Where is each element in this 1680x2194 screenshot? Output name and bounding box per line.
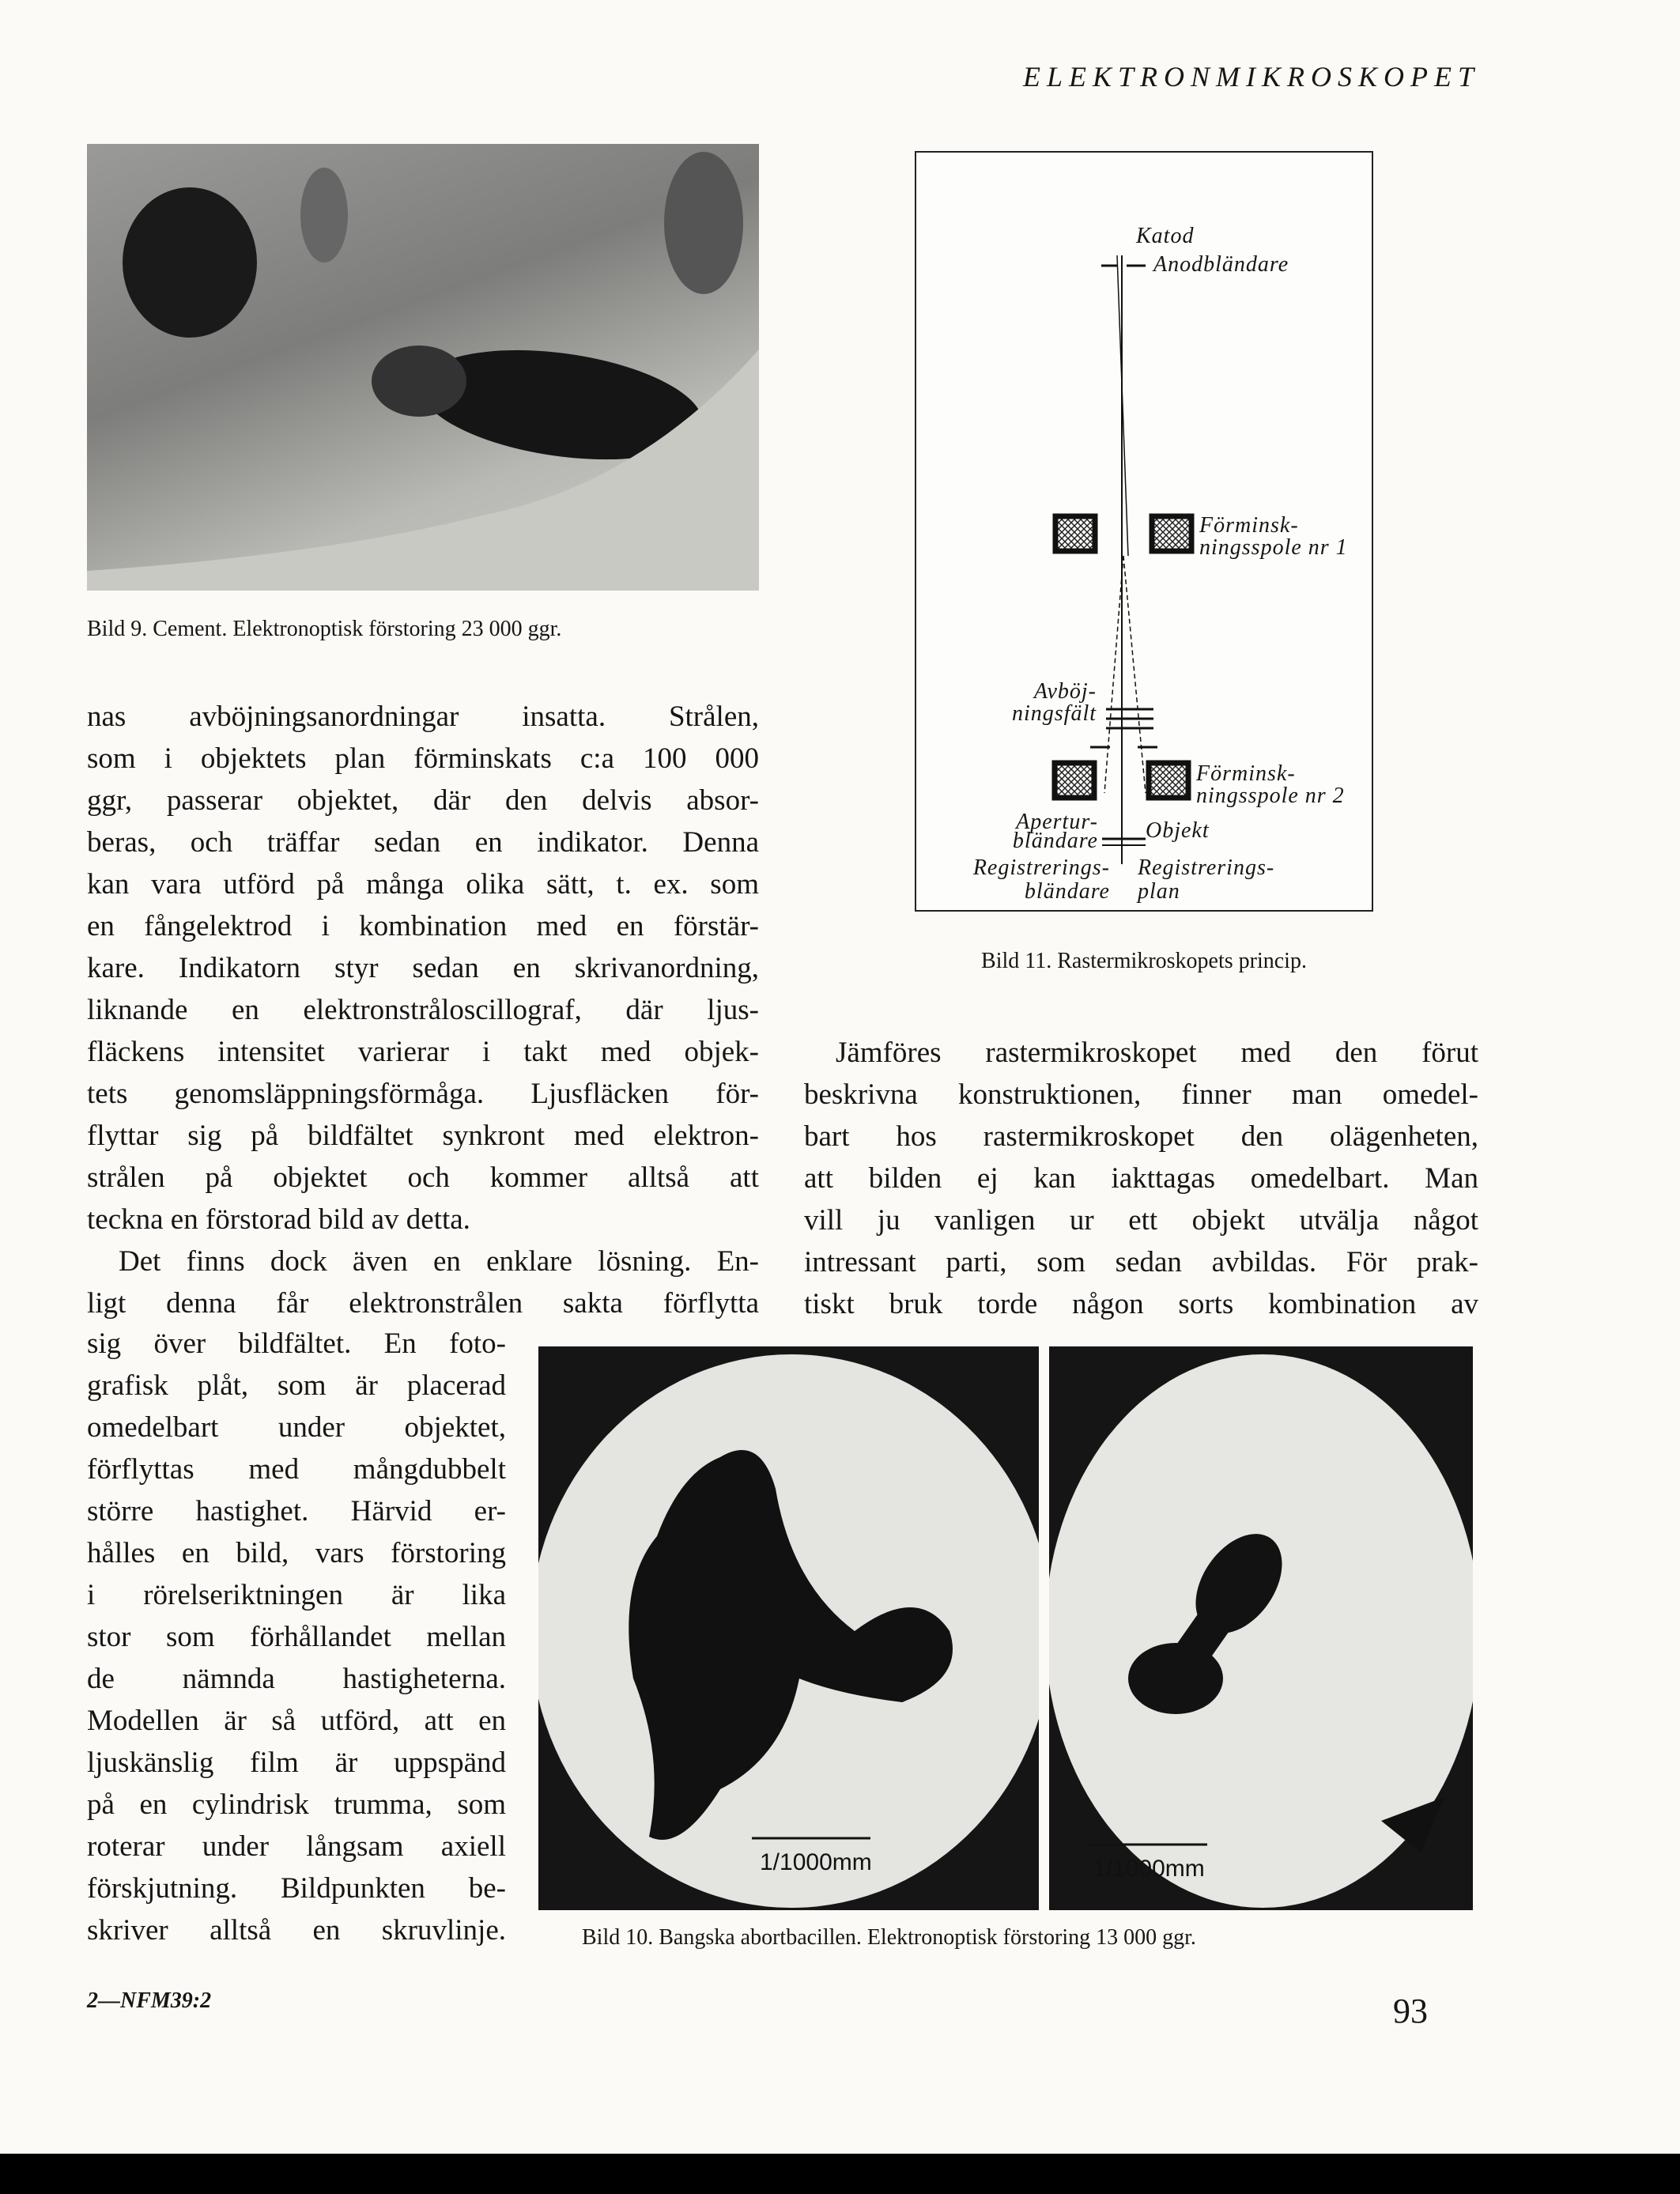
label-line: Förminsk- xyxy=(1199,513,1299,538)
text-line: bart hos rastermikroskopet den olägenheten, xyxy=(804,1120,1478,1153)
label-line: Avböj- xyxy=(1033,679,1097,704)
label-line: ningsspole nr 2 xyxy=(1196,784,1345,808)
text-line: förflyttas med mångdubbelt xyxy=(87,1453,506,1486)
label-line: bländare xyxy=(1012,829,1098,853)
text-line: skriver alltså en skruvlinje. xyxy=(87,1914,506,1947)
left-text-column xyxy=(87,696,759,1324)
text-line: kare. Indikatorn styr sedan en skrivanordning, xyxy=(87,952,759,984)
label-katod: Katod xyxy=(1136,224,1195,248)
label-line: ningsspole nr 1 xyxy=(1199,535,1348,560)
scan-border xyxy=(0,2154,1680,2194)
label-line: Registrerings- xyxy=(1138,855,1275,880)
label-aperturblandare xyxy=(987,810,1098,853)
text-line: beras, och träffar sedan en indikator. Denna xyxy=(87,826,759,859)
right-text-column xyxy=(804,1032,1478,1325)
scale-bar-label-left: 1/1000mm xyxy=(760,1849,872,1875)
text-line: omedelbart under objektet, xyxy=(87,1411,506,1444)
rastermicroscope-diagram xyxy=(915,151,1373,912)
footer-signature: 2—NFM39:2 xyxy=(87,1988,212,2013)
label-anodblandare: Anodbländare xyxy=(1153,252,1289,277)
text-line: tets genomsläppningsförmåga. Ljusfläcken för- xyxy=(87,1078,759,1110)
bild10-caption: Bild 10. Bangska abortbacillen. Elektronoptisk förstoring 13 000 ggr. xyxy=(582,1925,1196,1950)
label-line: plan xyxy=(1138,879,1180,904)
running-title: ELEKTRONMIKROSKOPET xyxy=(1022,61,1480,93)
text-line: tiskt bruk torde någon sorts kombination av xyxy=(804,1288,1478,1320)
label-spole2 xyxy=(1196,763,1345,807)
text-line: större hastighet. Härvid er- xyxy=(87,1495,506,1527)
text-line: ligt denna får elektronstrålen sakta förflytta xyxy=(87,1287,759,1320)
text-line: beskrivna konstruktionen, finner man omedel- xyxy=(804,1078,1478,1111)
text-line: hålles en bild, vars förstoring xyxy=(87,1537,506,1569)
text-line: förskjutning. Bildpunkten be- xyxy=(87,1872,506,1905)
text-line: fläckens intensitet varierar i takt med objek- xyxy=(87,1036,759,1068)
label-avbojningsfalt xyxy=(978,681,1097,725)
bild11-caption: Bild 11. Rastermikroskopets princip. xyxy=(981,949,1307,973)
text-line: Modellen är så utförd, att en xyxy=(87,1705,506,1737)
scale-bar-label-right: 1/1000mm xyxy=(1093,1856,1205,1882)
text-line: på en cylindrisk trumma, som xyxy=(87,1788,506,1821)
text-line: teckna en förstorad bild av detta. xyxy=(87,1203,470,1236)
text-line: intressant parti, som sedan avbildas. För prak- xyxy=(804,1246,1478,1278)
label-objekt: Objekt xyxy=(1146,818,1210,843)
page-number: 93 xyxy=(1393,1992,1428,2030)
text-line: kan vara utförd på många olika sätt, t. ex. som xyxy=(87,868,759,901)
text-line: vill ju vanligen ur ett objekt utvälja något xyxy=(804,1204,1478,1237)
text-line: ggr, passerar objektet, där den delvis absor- xyxy=(87,784,759,817)
text-line: i rörelseriktningen är lika xyxy=(87,1579,506,1611)
bild9-caption: Bild 9. Cement. Elektronoptisk förstoring 23 000 ggr. xyxy=(87,617,562,641)
label-line: Apertur- xyxy=(1016,810,1098,834)
text-line: Det finns dock även en enklare lösning. En- xyxy=(119,1245,759,1278)
bacillus-micrograph-right xyxy=(1049,1346,1473,1910)
text-line: som i objektets plan förminskats c:a 100 000 xyxy=(87,742,759,775)
text-line: ljuskänslig film är uppspänd xyxy=(87,1747,506,1779)
label-registreringsplan xyxy=(1138,856,1274,904)
bacillus-micrograph-left xyxy=(538,1346,1039,1910)
cement-micrograph xyxy=(87,144,759,591)
narrow-text-column xyxy=(87,1323,506,1951)
label-line: ningsfält xyxy=(1011,701,1097,726)
text-line: flyttar sig på bildfältet synkront med elektron- xyxy=(87,1120,759,1152)
text-line: roterar under långsam axiell xyxy=(87,1830,506,1863)
text-line: grafisk plåt, som är placerad xyxy=(87,1369,506,1402)
label-line: Förminsk- xyxy=(1196,761,1296,786)
text-line: de nämnda hastigheterna. xyxy=(87,1663,506,1695)
text-line: att bilden ej kan iakttagas omedelbart. Man xyxy=(804,1162,1478,1195)
label-registreringsblandare xyxy=(932,856,1110,904)
label-line: Registrerings- xyxy=(972,855,1110,880)
text-line: nas avböjningsanordningar insatta. Strålen, xyxy=(87,700,759,733)
label-line: bländare xyxy=(1024,879,1110,904)
label-spole1 xyxy=(1199,515,1348,559)
text-line: liknande en elektronstråloscillograf, där ljus- xyxy=(87,994,759,1026)
text-line: Jämföres rastermikroskopet med den förut xyxy=(836,1037,1478,1069)
text-line: stor som förhållandet mellan xyxy=(87,1621,506,1653)
text-line: strålen på objektet och kommer alltså att xyxy=(87,1161,759,1194)
text-line: sig över bildfältet. En foto- xyxy=(87,1327,506,1360)
text-line: en fångelektrod i kombination med en förstär- xyxy=(87,910,759,942)
